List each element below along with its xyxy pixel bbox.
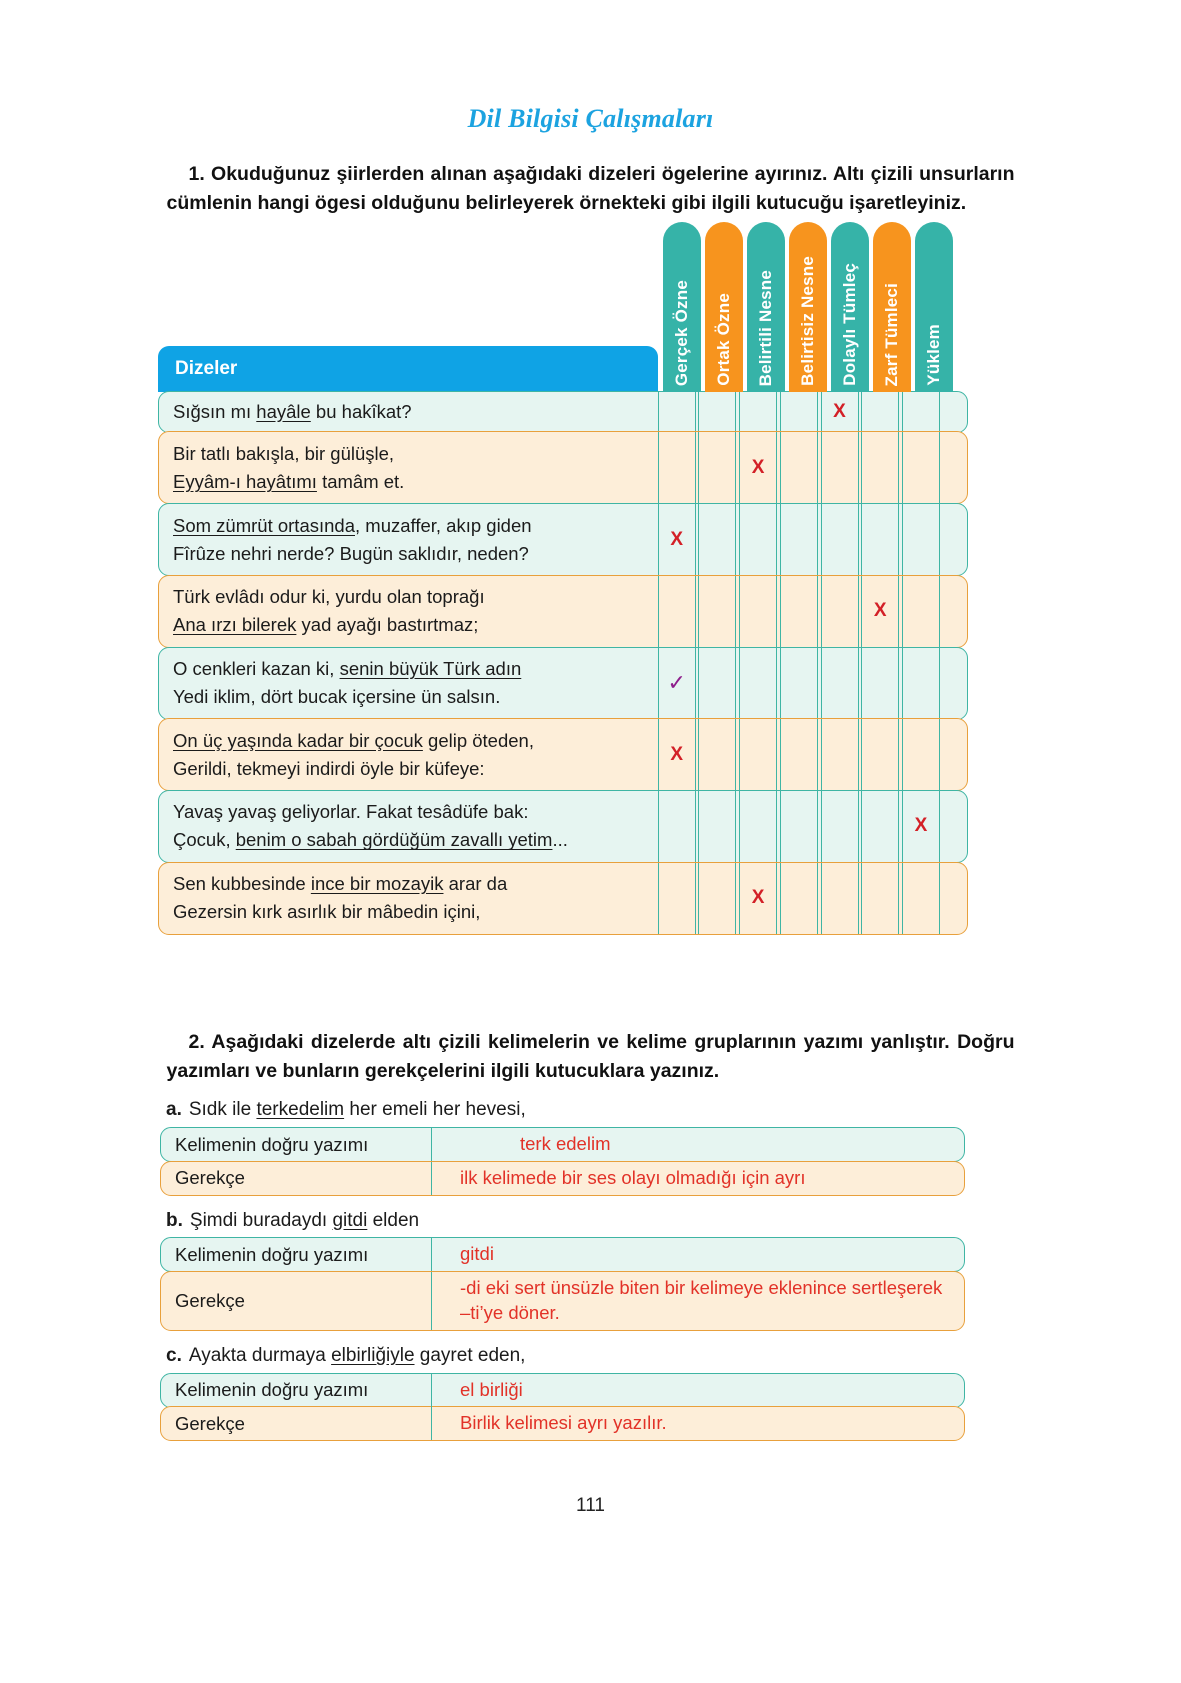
dizeler-header: Dizeler [158,346,658,392]
dize-line [173,540,647,568]
column-header-label: Belirtili Nesne [756,269,775,386]
correct-spelling-value[interactable]: terk edelim [431,1128,964,1161]
mark-cell-r1-c4[interactable] [780,392,818,432]
mark-cell-r8-c2[interactable] [698,863,736,934]
dize-line [173,398,647,426]
underlined-text: hayâle [256,400,311,422]
underlined-text: terkedelim [256,1099,345,1121]
mark-cell-r8-c4[interactable] [780,863,818,934]
mark-cell-r4-c7[interactable] [902,576,940,647]
mark-cells [659,648,967,719]
mark-cells [659,504,967,575]
reason-value[interactable]: -di eki sert ünsüzle biten bir kelimeye eklenince sertleşerek –ti’ye döner. [431,1272,964,1330]
mark-cell-r6-c2[interactable] [698,719,736,790]
plain-text: Gerildi, tekmeyi indirdi öyle bir küfeye: [173,757,485,779]
column-header-label: Belirtisiz Nesne [798,256,817,386]
dize-line [173,440,647,468]
mark-cell-r3-c2[interactable] [698,504,736,575]
dize-line [173,683,647,711]
mark-cell-r4-c6[interactable]: X [861,576,899,647]
dize-line [173,655,647,683]
plain-text: Sığsın mı [173,400,257,422]
table-row [158,391,968,433]
column-header-label: Dolaylı Tümleç [840,263,859,386]
mark-cell-r6-c7[interactable] [902,719,940,790]
mark-cell-r2-c7[interactable] [902,432,940,503]
plain-text: gayret eden, [414,1344,526,1366]
column-header-label: Gerçek Özne [672,279,691,386]
mark-cell-r8-c3[interactable]: X [739,863,777,934]
question-1-text: 1. Okuduğunuz şiirlerden alınan aşağıdaki dizeleri ögelerine ayırınız. Altı çizili unsurların cümlenin hangi ögesi olduğunu belirleyerek örnekteki gibi ilgili kutucuğu işaretleyiniz. [166,163,1015,214]
mark-cell-r1-c1[interactable] [658,392,696,432]
underlined-text: elbirliğiyle [331,1344,415,1366]
question-2-items [0,1099,1181,1441]
plain-text: her emeli her hevesi, [344,1099,526,1121]
dize-cell [159,432,659,503]
mark-cells [659,863,967,934]
column-header-1 [663,222,701,392]
mark-cell-r3-c5[interactable] [821,504,859,575]
plain-text: Gezersin kırk asırlık bir mâbedin içini, [173,901,481,923]
correct-spelling-label: Kelimenin doğru yazımı [175,1379,369,1401]
mark-cell-r3-c4[interactable] [780,504,818,575]
page-title: Dil Bilgisi Çalışmaları [467,104,714,133]
underlined-text: gitdi [332,1209,368,1231]
item-letter: b. [166,1209,183,1231]
correct-spelling-label: Kelimenin doğru yazımı [175,1243,369,1265]
mark-cell-r4-c2[interactable] [698,576,736,647]
column-header-3 [747,222,785,392]
item-line-b [166,1210,1181,1232]
answer-box-a [160,1127,965,1196]
mark-cell-r7-c7[interactable]: X [902,791,940,862]
plain-text: Yedi iklim, dört bucak içersine ün salsın. [173,686,501,708]
column-header-4 [789,222,827,392]
table-rows [158,392,968,935]
page-number: 111 [576,1495,605,1516]
mark-cell-r1-c5[interactable]: X [821,392,859,432]
mark-cell-r5-c6[interactable] [861,648,899,719]
item-letter: a. [166,1099,182,1121]
plain-text: yad ayağı bastırtmaz; [296,614,479,636]
plain-text: Sen kubbesinde [173,873,311,895]
column-header-label: Yüklem [924,324,943,386]
correct-spelling-value[interactable]: el birliği [431,1374,964,1407]
underlined-text: benim o sabah gördüğüm zavallı yetim [235,829,553,851]
plain-text: bu hakîkat? [310,400,412,422]
mark-cell-r6-c4[interactable] [780,719,818,790]
dize-line [173,468,647,496]
mark-cells [659,392,967,432]
reason-label: Gerekçe [175,1167,245,1189]
dize-line [173,727,647,755]
mark-cell-r4-c1[interactable] [658,576,696,647]
dize-cell [159,719,659,790]
mark-cell-r7-c2[interactable] [698,791,736,862]
mark-cell-r4-c3[interactable] [739,576,777,647]
mark-cell-r1-c3[interactable] [739,392,777,432]
plain-text: Bir tatlı bakışla, bir gülüşle, [173,442,395,464]
mark-cell-r5-c4[interactable] [780,648,818,719]
dize-line [173,826,647,854]
question-1-instruction [167,160,1015,217]
question-2-section [0,1028,1181,1441]
dize-cell [159,504,659,575]
reason-row [160,1161,965,1196]
mark-cell-r2-c2[interactable] [698,432,736,503]
reason-label: Gerekçe [175,1290,245,1311]
column-header-label: Ortak Özne [714,293,733,386]
correct-spelling-label: Kelimenin doğru yazımı [175,1133,369,1155]
mark-cell-r6-c6[interactable] [861,719,899,790]
underlined-text: ince bir mozayik [310,873,444,895]
mark-cell-r5-c3[interactable] [739,648,777,719]
underlined-text: senin büyük Türk adın [339,657,522,679]
table-row [158,575,968,648]
mark-cell-r5-c7[interactable] [902,648,940,719]
mark-cell-r8-c1[interactable] [658,863,696,934]
plain-text: Ayakta durmaya [188,1344,332,1366]
dize-cell [159,791,659,862]
table-row [158,790,968,863]
dize-cell [159,648,659,719]
dize-line [173,583,647,611]
reason-row [160,1406,965,1441]
underlined-text: On üç yaşında kadar bir çocuk [173,729,423,751]
mark-cell-r3-c6[interactable] [861,504,899,575]
plain-text: elden [367,1209,420,1231]
mark-cell-r5-c2[interactable] [698,648,736,719]
question-2-instruction [167,1028,1015,1085]
plain-text: gelip öteden, [422,729,534,751]
item-letter: c. [166,1344,182,1366]
mark-cell-r2-c5[interactable] [821,432,859,503]
mark-cell-r6-c5[interactable] [821,719,859,790]
plain-text: Sıdk ile [188,1099,257,1121]
dize-cell [159,392,659,432]
answer-box-b [160,1237,965,1331]
table-row [158,862,968,935]
mark-cells [659,432,967,503]
mark-cell-r3-c1[interactable]: X [658,504,696,575]
plain-text: Fîrûze nehri nerde? Bugün saklıdır, neden? [173,542,529,564]
dize-line [173,755,647,783]
plain-text: ... [552,829,568,851]
reason-value[interactable]: Birlik kelimesi ayrı yazılır. [431,1407,964,1440]
column-header-label: Zarf Tümleci [882,282,901,386]
mark-cell-r8-c7[interactable] [902,863,940,934]
mark-cell-r7-c3[interactable] [739,791,777,862]
plain-text: Çocuk, [173,829,236,851]
item-line-c [166,1345,1181,1367]
table-row [158,718,968,791]
plain-text: tamâm et. [316,470,405,492]
mark-cells [659,791,967,862]
dize-cell [159,863,659,934]
answer-box-c [160,1373,965,1442]
mark-cell-r1-c7[interactable] [902,392,940,432]
table-row [158,431,968,504]
column-header-7 [915,222,953,392]
mark-cell-r1-c6[interactable] [861,392,899,432]
mark-cell-r7-c4[interactable] [780,791,818,862]
mark-cell-r5-c5[interactable] [821,648,859,719]
mark-cells [659,719,967,790]
plain-text: O cenkleri kazan ki, [173,657,340,679]
mark-cell-r4-c5[interactable] [821,576,859,647]
mark-cell-r1-c2[interactable] [698,392,736,432]
mark-cell-r4-c4[interactable] [780,576,818,647]
item-line-a [166,1099,1181,1121]
correct-spelling-value[interactable]: gitdi [431,1238,964,1271]
plain-text: Yavaş yavaş geliyorlar. Fakat tesâdüfe bak: [173,801,529,823]
reason-row [160,1271,965,1331]
plain-text: , muzaffer, akıp giden [355,514,532,536]
plain-text: Türk evlâdı odur ki, yurdu olan toprağı [173,586,485,608]
correct-spelling-row [160,1237,965,1272]
column-header-2 [705,222,743,392]
question-2-text: 2. Aşağıdaki dizelerde altı çizili kelimelerin ve kelime gruplarının yazımı yanlıştır. Doğru yazımları ve bunların gerekçelerini ilgili kutucuklara yazınız. [166,1031,1015,1082]
dize-line [173,512,647,540]
underlined-text: Ana ırzı bilerek [173,614,297,636]
correct-spelling-row [160,1373,965,1408]
plain-text: Şimdi buradaydı [189,1209,333,1231]
mark-cell-r2-c4[interactable] [780,432,818,503]
mark-cell-r2-c1[interactable] [658,432,696,503]
mark-cell-r6-c3[interactable] [739,719,777,790]
mark-cell-r7-c5[interactable] [821,791,859,862]
mark-cell-r3-c7[interactable] [902,504,940,575]
dize-line [173,798,647,826]
mark-cell-r7-c1[interactable] [658,791,696,862]
dize-line [173,611,647,639]
column-header-5 [831,222,869,392]
reason-label: Gerekçe [175,1412,245,1434]
mark-cell-r6-c1[interactable]: X [658,719,696,790]
reason-value[interactable]: ilk kelimede bir ses olayı olmadığı için ayrı [431,1162,964,1195]
correct-spelling-row [160,1127,965,1162]
dize-line [173,898,647,926]
column-header-6 [873,222,911,392]
mark-cell-r2-c3[interactable]: X [739,432,777,503]
column-headers [663,222,953,392]
mark-cell-r2-c6[interactable] [861,432,899,503]
table-row [158,647,968,720]
mark-cell-r7-c6[interactable] [861,791,899,862]
mark-cell-r3-c3[interactable] [739,504,777,575]
underlined-text: Som zümrüt ortasında [173,514,355,536]
plain-text: arar da [443,873,508,895]
underlined-text: Eyyâm-ı hayâtımı [173,470,317,492]
mark-cell-r5-c1[interactable]: ✓ [658,648,696,719]
dize-cell [159,576,659,647]
mark-cell-r8-c6[interactable] [861,863,899,934]
table-row [158,503,968,576]
mark-cell-r8-c5[interactable] [821,863,859,934]
mark-cells [659,576,967,647]
dize-line [173,870,647,898]
